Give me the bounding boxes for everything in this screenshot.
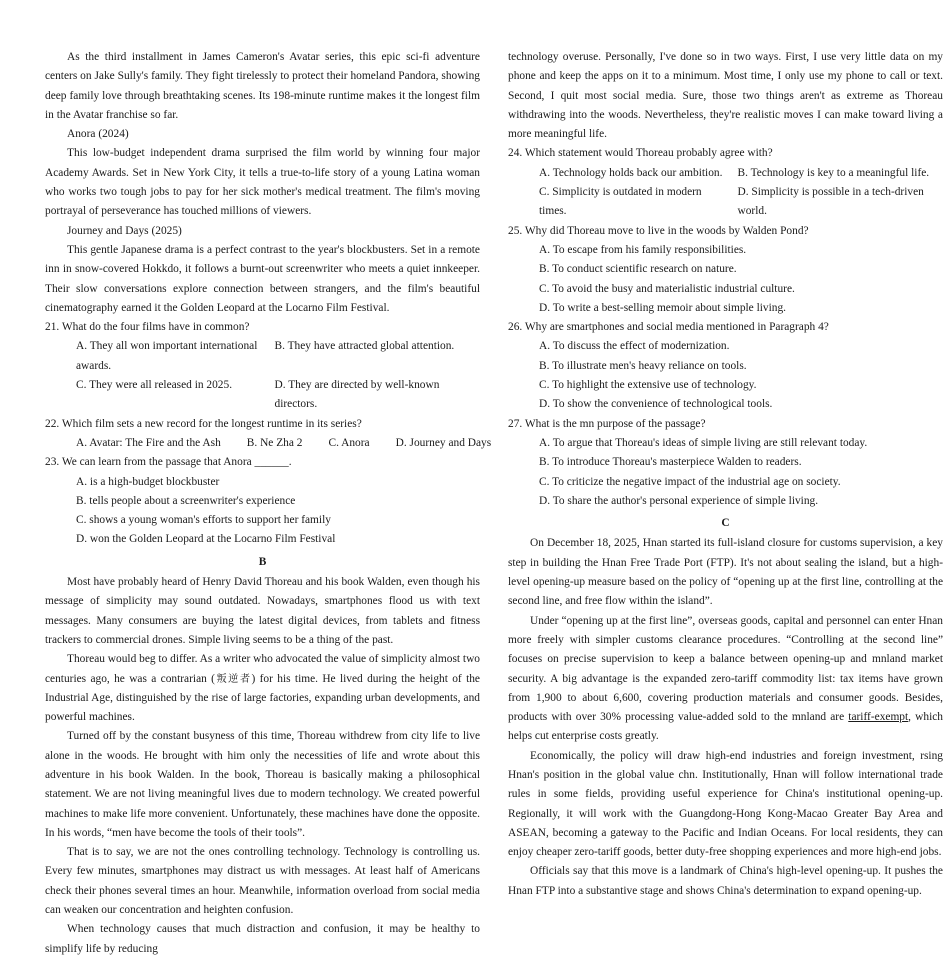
question-27-options-row-2 — [508, 453, 943, 472]
passage-b-paragraph-5-end: technology overuse. Personally, I've done so in two ways. First, I use very little data on my phone and keep the apps on it to a minimum. Most time, I only use my phone to call or text. Second, I quit most social media. Sure, those two things aren't as extreme as Thoreau withdrawing into the woods. Nevertheless, they're realistic moves I can make toward living a more meaningful life. — [508, 51, 943, 141]
passage-c-paragraph-3: Economically, the policy will draw high-end industries and foreign investment, rsing Hnan's position in the global value chn. Institutionally, Hnan will follow international trade rules in some fields, providing useful experience for China's institutional opening-up. Regionally, it will work with the Guangdong-Hong Kong-Macao Greater Bay Area and ASEAN, becoming a gateway to the Pacific and Indian Oceans. For local residents, they can enjoy cheaper zero-tariff goods, better duty-free shopping experiences and more high-end jobs. — [508, 749, 943, 859]
question-25-option-c[interactable]: C. To avoid the busy and materialistic industrial culture. — [539, 282, 795, 295]
question-26-options-row-1 — [508, 337, 943, 356]
question-24-option-d[interactable]: D. Simplicity is possible in a tech-driven world. — [737, 186, 924, 218]
question-25-stem: 25. Why did Thoreau move to live in the woods by Walden Pond? — [508, 224, 809, 237]
question-27-option-b[interactable]: B. To introduce Thoreau's masterpiece Walden to readers. — [539, 456, 802, 469]
film-heading-journey-and-days: Journey and Days (2025) — [67, 224, 182, 237]
question-22-options-row — [45, 434, 492, 453]
question-25 — [508, 222, 943, 318]
question-22-option-d[interactable]: D. Journey and Days — [395, 436, 492, 449]
left-column — [45, 48, 492, 955]
paragraph-anora: This low-budget independent drama surprised the film world by winning four major Academy Awards. Set in New York City, it tells a true-to-life story of a young Latina woman who works two tough jobs to pay for her sick mother's medical treatment. The film's moving portrayal of perseverance has touched millions of viewers. — [45, 147, 480, 218]
question-23-option-a[interactable]: A. is a high-budget blockbuster — [76, 475, 220, 488]
paragraph-avatar: As the third installment in James Cameron's Avatar series, this epic sci-fi adventure centers on Jake Sully's family. They fight tirelessly to protect their homeland Pandora, showing deep family love through breathtaking scenes. Its 198-minute runtime makes it the longest film in the Avatar franchise so far. — [45, 51, 480, 121]
paragraph-journey-and-days: This gentle Japanese drama is a perfect contrast to the year's blockbusters. Set in a remote inn in snow-covered Hokkdo, it follows a burnt-out screenwriter who meets a quiet innkeeper. Their slow conversations explore connection between strangers, and the film's beautiful cinematography earned it the Golden Leopard at the Locarno Film Festival. — [45, 243, 480, 314]
question-24-options-row-1 — [508, 164, 943, 183]
question-26-option-d[interactable]: D. To show the convenience of technological tools. — [539, 398, 773, 411]
question-21-options-row-2 — [45, 376, 480, 415]
question-27-option-d[interactable]: D. To share the author's personal experience of simple living. — [539, 494, 819, 507]
question-22-option-a[interactable]: A. Avatar: The Fire and the Ash — [76, 436, 221, 449]
question-24 — [508, 144, 943, 221]
question-26-options-row-2 — [508, 357, 943, 376]
question-25-options-row-4 — [508, 299, 943, 318]
passage-b-paragraph-2-before-gloss: Thoreau would beg to differ. As a writer who advocated the value of simplicity almost two centuries ago, he was a contrarian ( — [45, 653, 480, 685]
question-23-stem: 23. We can learn from the passage that Anora ______. — [45, 456, 292, 469]
question-23-option-c[interactable]: C. shows a young woman's efforts to support her family — [76, 514, 331, 527]
passage-c-paragraph-2 — [508, 612, 943, 747]
question-24-option-b[interactable]: B. Technology is key to a meaningful life. — [737, 166, 930, 179]
passage-b-paragraph-4: That is to say, we are not the ones controlling technology. Technology is controlling us. Every few minutes, smartphones may distract us with messages. At least half of Americans check their phones several times an hour. Meanwhile, information overload from social media can weaken our concentration and heighten confusion. — [45, 846, 480, 917]
question-24-stem: 24. Which statement would Thoreau probably agree with? — [508, 147, 773, 160]
passage-c-paragraph-2-after-term: , which helps cut enterprise costs greatly. — [508, 711, 943, 743]
question-23-option-b[interactable]: B. tells people about a screenwriter's experience — [76, 494, 296, 507]
passage-b-heading: B — [258, 555, 267, 568]
question-25-options-row-1 — [508, 241, 943, 260]
question-24-option-a[interactable]: A. Technology holds back our ambition. — [539, 166, 723, 179]
underlined-term-tariff-exempt: tariff-exempt — [848, 711, 909, 724]
question-21-option-c[interactable]: C. They were all released in 2025. — [76, 379, 233, 392]
passage-b-paragraph-2-after-gloss: ) for his time. He lived during the height of the Industrial Age, distinguished by the rise of large factories, expanding urban developments, and powerful machines. — [45, 672, 480, 724]
question-27-option-c[interactable]: C. To criticize the negative impact of the industrial age on society. — [539, 475, 841, 488]
question-23-option-d[interactable]: D. won the Golden Leopard at the Locarno Film Festival — [76, 533, 336, 546]
question-26-option-c[interactable]: C. To highlight the extensive use of technology. — [539, 379, 757, 392]
question-26-stem: 26. Why are smartphones and social media mentioned in Paragraph 4? — [508, 321, 829, 334]
question-27-stem: 27. What is the mn purpose of the passage? — [508, 417, 706, 430]
passage-b-paragraph-2 — [45, 650, 480, 727]
question-21-option-b[interactable]: B. They have attracted global attention. — [274, 340, 455, 353]
passage-b-paragraph-3: Turned off by the constant busyness of this time, Thoreau withdrew from city life to live alone in the woods. He brought with him only the necessities of life and wrote about this adventure in his book Walden. In the book, Thoreau is basically making a philosophical statement. We are not living meaningful lives due to modern technology. We created powerful machines to make life more convenient. Unfortunately, these machines have done the opposite. In his words, “men have become the tools of their tools”. — [45, 730, 480, 839]
question-27-options-row-3 — [508, 473, 943, 492]
question-22-stem: 22. Which film sets a new record for the longest runtime in its series? — [45, 417, 362, 430]
film-heading-anora: Anora (2024) — [67, 128, 129, 141]
question-21-options-row-1 — [45, 337, 480, 376]
question-23 — [45, 453, 480, 549]
question-25-option-d[interactable]: D. To write a best-selling memoir about simple living. — [539, 301, 787, 314]
question-23-options-row-1 — [45, 473, 480, 492]
question-26 — [508, 318, 943, 414]
passage-c-paragraph-4: Officials say that this move is a landmark of China's high-level opening-up. It pushes the Hnan FTP into a substantive stage and shows China's determination to expand opening-up. — [508, 865, 943, 897]
question-26-options-row-3 — [508, 376, 943, 395]
question-21-stem: 21. What do the four films have in common? — [45, 321, 250, 334]
question-27-options-row-1 — [508, 434, 943, 453]
chinese-gloss-contrarian: 叛逆者 — [214, 673, 252, 685]
passage-b-paragraph-5-start: When technology causes that much distraction and confusion, it may be healthy to simplify life by reducing — [45, 923, 480, 955]
question-23-options-row-2 — [45, 492, 480, 511]
question-25-options-row-3 — [508, 280, 943, 299]
question-21-option-a[interactable]: A. They all won important international awards. — [76, 340, 258, 372]
question-22 — [45, 415, 492, 454]
question-21-option-d[interactable]: D. They are directed by well-known directors. — [274, 379, 440, 411]
question-23-options-row-4 — [45, 530, 480, 549]
passage-b-paragraph-1: Most have probably heard of Henry David Thoreau and his book Walden, even though his message of simplicity may sound outdated. Nowadays, smartphones flood us with text messages. Many consumers are buying the latest digital devices, from tablets and fitness trackers to commercial drones. Simple living seems to be a thing of the past. — [45, 576, 480, 646]
question-27 — [508, 415, 943, 511]
question-25-options-row-2 — [508, 260, 943, 279]
question-22-option-c[interactable]: C. Anora — [328, 436, 370, 449]
right-column — [508, 48, 943, 897]
passage-c-heading: C — [721, 517, 730, 530]
question-26-option-b[interactable]: B. To illustrate men's heavy reliance on tools. — [539, 359, 747, 372]
question-24-options-row-2 — [508, 183, 943, 222]
question-25-option-a[interactable]: A. To escape from his family responsibilities. — [539, 243, 747, 256]
question-24-option-c[interactable]: C. Simplicity is outdated in modern times. — [539, 186, 702, 218]
question-21 — [45, 318, 480, 414]
passage-c-paragraph-2-before-term: Under “opening up at the first line”, overseas goods, capital and personnel can enter Hnan more freely with simpler customs clearance procedures. “Controlling at the second line” focuses on precise supervision to keep a balance between opening-up and mnland market security. A big advantage is the expanded zero-tariff commodity list: tax items have grown from 1,900 to about 6,600, covering production materials and consumer goods. Besides, products with over 30% processing value-added sold to the mnland are — [508, 614, 943, 724]
question-26-options-row-4 — [508, 395, 943, 414]
question-25-option-b[interactable]: B. To conduct scientific research on nature. — [539, 263, 737, 276]
question-26-option-a[interactable]: A. To discuss the effect of modernization. — [539, 340, 730, 353]
question-22-option-b[interactable]: B. Ne Zha 2 — [246, 436, 303, 449]
question-27-options-row-4 — [508, 492, 943, 511]
question-23-options-row-3 — [45, 511, 480, 530]
passage-c-paragraph-1: On December 18, 2025, Hnan started its full-island closure for customs supervision, a key step in building the Hnan Free Trade Port (FTP). It's not about sealing the island, but a high-level opening-up measure based on the policy of “opening up at the first line, controlling at the second line, and free flow within the island”. — [508, 537, 943, 608]
question-27-option-a[interactable]: A. To argue that Thoreau's ideas of simple living are still relevant today. — [539, 436, 868, 449]
